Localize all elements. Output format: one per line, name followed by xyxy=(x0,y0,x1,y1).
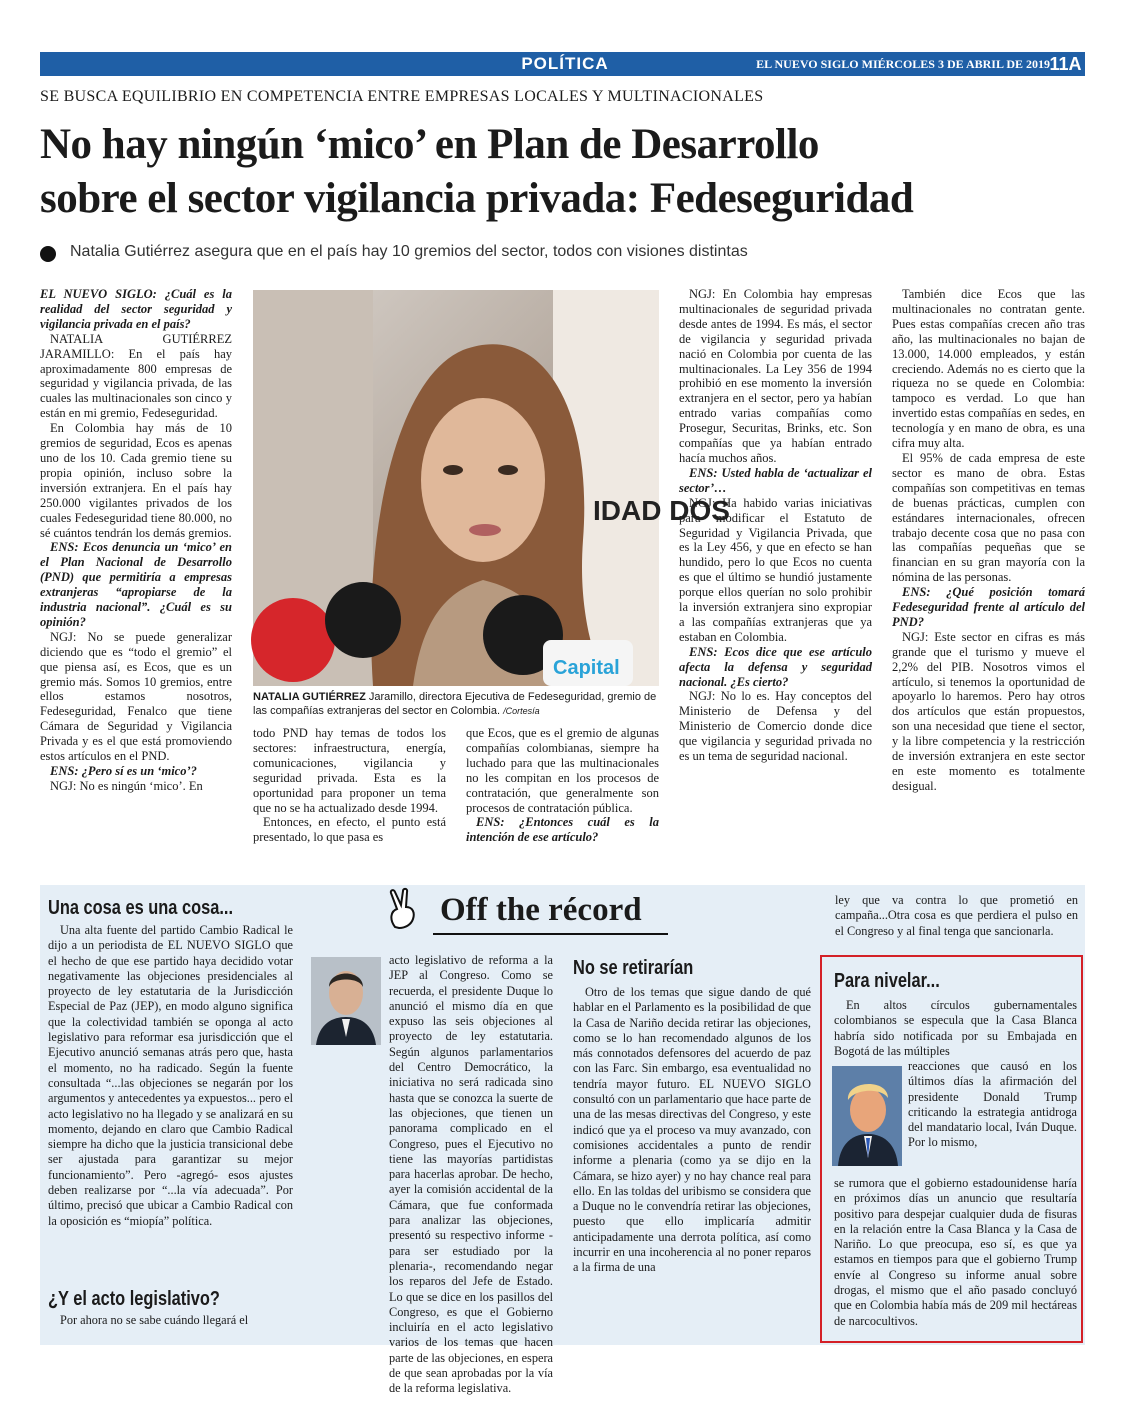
paragraph: NGJ: Este sector en cifras es más grande que el turismo y mueve el 2,2% del PIB. Nosotros vimos el artículo, si tenemos la oportunidad de apoyarlo lo haremos. Pero hay otros dos artículos que están propuestos, son una necesidad que tiene el sector, y la libre competencia y la restricción de inversión extranjera en este sector en este momento es totalmente desigual. xyxy=(892,629,1085,793)
note-4-body-top xyxy=(834,998,1077,1059)
paragraph: Entonces, en efecto, el punto está presentado, lo que pasa es xyxy=(253,815,446,845)
page-number: 11A xyxy=(1049,54,1082,74)
question-3: ENS: ¿Pero sí es un ‘mico’? xyxy=(50,764,197,778)
article-column-5 xyxy=(892,287,1085,794)
backdrop-sign: IDAD DOS xyxy=(593,495,730,526)
article-column-3 xyxy=(466,726,659,845)
note-3-continuation xyxy=(835,893,1078,939)
headline-line-2: sobre el sector vigilancia privada: Fedeseguridad xyxy=(40,175,914,222)
note-2-continuation: acto legislativo de reforma a la JEP al Congreso. Como se recuerda, el presidente Duque lo anunció el mismo día en que expuso las seis objeciones al proyecto de ley estatutaria. Según algunos parlamentarios del Centro Democrático, la iniciativa no será radicada sino hasta que se conozca la suerte de las objeciones, que tienen un panorama complicado en el Congreso, pues el Ejecutivo no tiene las mayorías partidistas para hacerlas aprobar. De hecho, ayer la comisión accidental de la Cámara, que fue conformada para analizar las objeciones, presentó su respectivo informe -para ser estudiado por la plenaria-, recomendando negar los reparos del Jefe de Estado. Lo que se dice en los pasillos del Congreso, es que el Gobierno incluiría en el acto legislativo varios de los temas que hacen parte de las objeciones, en espera de que sean aprobadas por la vía de la reforma legislativa. xyxy=(389,953,553,1396)
duque-photo xyxy=(311,957,381,1045)
question-6: ENS: Ecos dice que ese artículo afecta la defensa y seguridad nacional. ¿Es cierto? xyxy=(679,644,872,689)
headline-line-1: No hay ningún ‘mico’ en Plan de Desarrollo xyxy=(40,121,819,168)
note-heading-4: Para nivelar... xyxy=(834,970,940,992)
note-4-text-a: En altos círculos gubernamentales colombianos se especula que la Casa Blanca habría sido notificada por su Embajada en Bogotá de las múltiples xyxy=(834,998,1077,1058)
question-4: ENS: ¿Entonces cuál es la intención de ese artículo? xyxy=(466,815,659,845)
mic-logo: Capital xyxy=(553,657,620,679)
note-4-body-mid xyxy=(908,1059,1077,1151)
victory-hand-icon xyxy=(385,889,421,929)
note-2-text: Por ahora no se sabe cuándo llegará el xyxy=(60,1313,249,1327)
article-column-1 xyxy=(40,287,232,794)
note-2-continuation-top xyxy=(389,953,553,1397)
note-3-text: Otro de los temas que sigue dando de qué hablar en el Parlamento es la posibilidad de que la Casa de Nariño decida retirar las objeciones, como se lo han recomendado algunos de los más connotados defensores del acuerdo de paz con las Farc. Sin embargo, esa eventualidad no tendría mayor futuro. EL NUEVO SIGLO consultó con un parlamentario que hace parte de una de las mesas directivas del Congreso, y este indicó que ya el proceso va muy avanzado, con comisiones accidentales a punto de rendir informe a plenaria (como ya se dijo en la Cámara, se hizo ayer) y no hay chance real para ello. En las toldas del uribismo se considera que a Duque no le convendría retirar las objeciones, puesto que ello implicaría admitir anticipadamente una derrota política, así como incurrir en una incoherencia al no poner reparos a la firma de una xyxy=(573,985,811,1275)
photo-illustration xyxy=(253,290,730,686)
question-5: ENS: Usted habla de ‘actualizar el sector’… xyxy=(679,465,872,495)
off-the-record-title: Off the récord xyxy=(440,892,642,928)
paragraph: El 95% de cada empresa de este sector es mano de obra. Estas compañías son competitivas en temas de buenas prácticas, cumplen con estándares internacionales, ofrecen trabajo decente cosa que no pasa con las compañías pequeñas que se financian en su gran mayoría con la nómina de las personas. xyxy=(892,450,1085,585)
photo-caption xyxy=(253,690,659,718)
question-2: ENS: Ecos denuncia un ‘mico’ en el Plan Nacional de Desarrollo (PND) que permitiría a empresas extranjeras “apropiarse de la industria nacional”. ¿Cuál es su opinión? xyxy=(40,540,232,629)
answer-3: NGJ: No es ningún ‘mico’. En xyxy=(50,778,203,793)
paragraph: También dice Ecos que las multinacionales no contratan gente. Pues estas compañías crecen año tras año, las multinacionales no bajan de 13.000, 14.000 empleados, y están creciendo. Además no es cierto que la riqueza no se quede en Colombia: tampoco es verdad. Lo que han invertido estas compañías en sedes, en tecnología y en mano de obra, es una cifra muy alta. xyxy=(892,287,1085,451)
note-heading-3: No se retirarían xyxy=(573,957,694,979)
note-4-text-c: se rumora que el gobierno estadounidense haría en próximos días un anuncio que resultaría positivo para despejar cualquier duda de fisuras en la relación entre la Casa Blanca y la Casa de Nariño. Lo que preocupa, eso sí, es que ya estamos en tiempos para que el gobierno Trump envíe al Congreso su informe anual sobre drogas, el mismo que el año pasado concluyó que en Colombia había más de 209 mil hectáreas de narcocultivos. xyxy=(834,1176,1077,1328)
answer-1: NATALIA GUTIÉRREZ JARAMILLO: En el país hay aproximadamente 800 empresas de seguridad y vigilancia privada, de las cuales las multinacionales son cinco y están en mi gremio, Fedeseguridad. xyxy=(40,331,232,421)
note-1-text: Una alta fuente del partido Cambio Radical le dijo a un periodista de EL NUEVO SIGLO que el hecho de que ese partido haya decidido votar negativamente las objeciones presidenciales al proyecto de ley estatutaria de la Jurisdicción Especial de Paz (JEP), en modo alguno significa que la colectividad también se oponga al acto legislativo para reformar esa jurisdicción que el Ejecutivo anunció semanas atrás pero que, hasta el momento, no ha radicado. Según la fuente consultada “...las objeciones se negarán por los argumentos y antecedentes ya expuestos... pero el acto legislativo no ha llegado y se analizará en su momento, dejando en claro que Cambio Radical siempre ha dicho que la justicia transicional debe ser ajustada para garantizar su mejor funcionamiento”. Pero -agregó- esos ajustes deben realizarse por “...la vía adecuada”. Por último, precisó que ubicar a Cambio Radical con la oposición es “miopía” política. xyxy=(48,923,293,1228)
kicker: SE BUSCA EQUILIBRIO EN COMPETENCIA ENTRE EMPRESAS LOCALES Y MULTINACIONALES xyxy=(40,88,764,105)
interview-photo xyxy=(253,290,730,686)
photo-credit: /Cortesía xyxy=(503,706,540,716)
paragraph: En Colombia hay más de 10 gremios de seguridad, Ecos es apenas uno de los 10. Cada gremio tiene su propia opinión, incluso sobre la inversión extranjera. En el país hay 250.000 vigilantes privados de los cuales Fedeseguridad tiene 80.000, no sé cuántos tendrán los demás gremios. xyxy=(40,421,232,540)
subheadline: Natalia Gutiérrez asegura que en el país hay 10 gremios del sector, todos con visiones distintas xyxy=(70,243,748,260)
note-2-start xyxy=(48,1313,293,1328)
question-7: ENS: ¿Qué posición tomará Fedeseguridad frente al artículo del PND? xyxy=(892,585,1085,629)
answer-2: NGJ: No se puede generalizar diciendo que es “todo el gremio” el que piensa así, es Ecos, que es un gremio más. Somos 10 gremios, entre ellos estamos nosotros, Fedeseguridad, Fenalco que tiene Cámara de Seguridad y Vigilancia Privada y es el que está promoviendo estos artículos en el PND. xyxy=(40,629,232,764)
note-4-body-bottom xyxy=(834,1176,1077,1329)
caption-name: NATALIA GUTIÉRREZ xyxy=(253,691,366,703)
note-1-body xyxy=(48,923,293,1229)
question-1: EL NUEVO SIGLO: ¿Cuál es la realidad del sector seguridad y vigilancia privada en el país? xyxy=(40,287,232,331)
bullet-icon xyxy=(40,246,56,262)
paragraph: NGJ: En Colombia hay empresas multinacionales de seguridad privada desde antes de 1994. Es más, el sector de vigilancia y seguridad privada nació en Colombia por cuenta de las multinacionales. La Ley 356 de 1994 prohibió en ese momento la inversión extranjera en el sector, pero ya habían entrado varias compañías como Prosegur, Securitas, Brinks, etc. Son compañías que ya habían entrado hacía muchos años. xyxy=(679,287,872,465)
paragraph: todo PND hay temas de todos los sectores: infraestructura, energía, comunicaciones, vigilancia y seguridad privada. Esta es la oportunidad para proponer un tema que no se ha actualizado desde 1994. xyxy=(253,726,446,815)
note-3-body xyxy=(573,985,811,1276)
dateline: EL NUEVO SIGLO MIÉRCOLES 3 DE ABRIL DE 2019 xyxy=(756,57,1050,71)
title-rule xyxy=(433,933,668,935)
paragraph: que Ecos, que es el gremio de algunas compañías colombianas, siempre ha luchado para que las multinacionales no les compitan en los procesos de contratación, que generalmente son procesos de contratación pública. xyxy=(466,726,659,815)
note-heading-2: ¿Y el acto legislativo? xyxy=(48,1288,220,1310)
note-4-text-b: reacciones que causó en los últimos días la afirmación del presidente Donald Trump criticando la estrategia antidroga del mandatario local, Iván Duque. Por lo mismo, xyxy=(908,1059,1077,1150)
note-heading-1: Una cosa es una cosa... xyxy=(48,897,234,919)
paragraph: NGJ: Ha habido varias iniciativas para modificar el Estatuto de Seguridad y Vigilancia Privada, que es la Ley 456, y que en efecto se han hundido, pero lo que Ecos no cuenta es que el último se hundió justamente porque ellos querían no solo prohibir la inversión extranjera sino expropiar a las compañías extranjeras que ya estaban en Colombia. xyxy=(679,495,872,644)
article-column-2 xyxy=(253,726,446,845)
note-3-cont-text: ley que va contra lo que prometió en campaña...Otra cosa es que perdiera el pulso en el Congreso y al final tenga que sancionarla. xyxy=(835,893,1078,938)
caption-text: Jaramillo, directora Ejecutiva de Fedeseguridad, gremio de las compañías extranjeras del sector en Colombia. xyxy=(253,691,657,717)
section-name: POLÍTICA xyxy=(521,54,609,73)
article-column-4 xyxy=(679,287,872,764)
paragraph: NGJ: No lo es. Hay conceptos del Ministerio de Defensa y del Ministerio de Comercio donde dice que vigilancia y seguridad privada no es un tema de seguridad nacional. xyxy=(679,689,872,764)
trump-photo xyxy=(832,1066,902,1166)
